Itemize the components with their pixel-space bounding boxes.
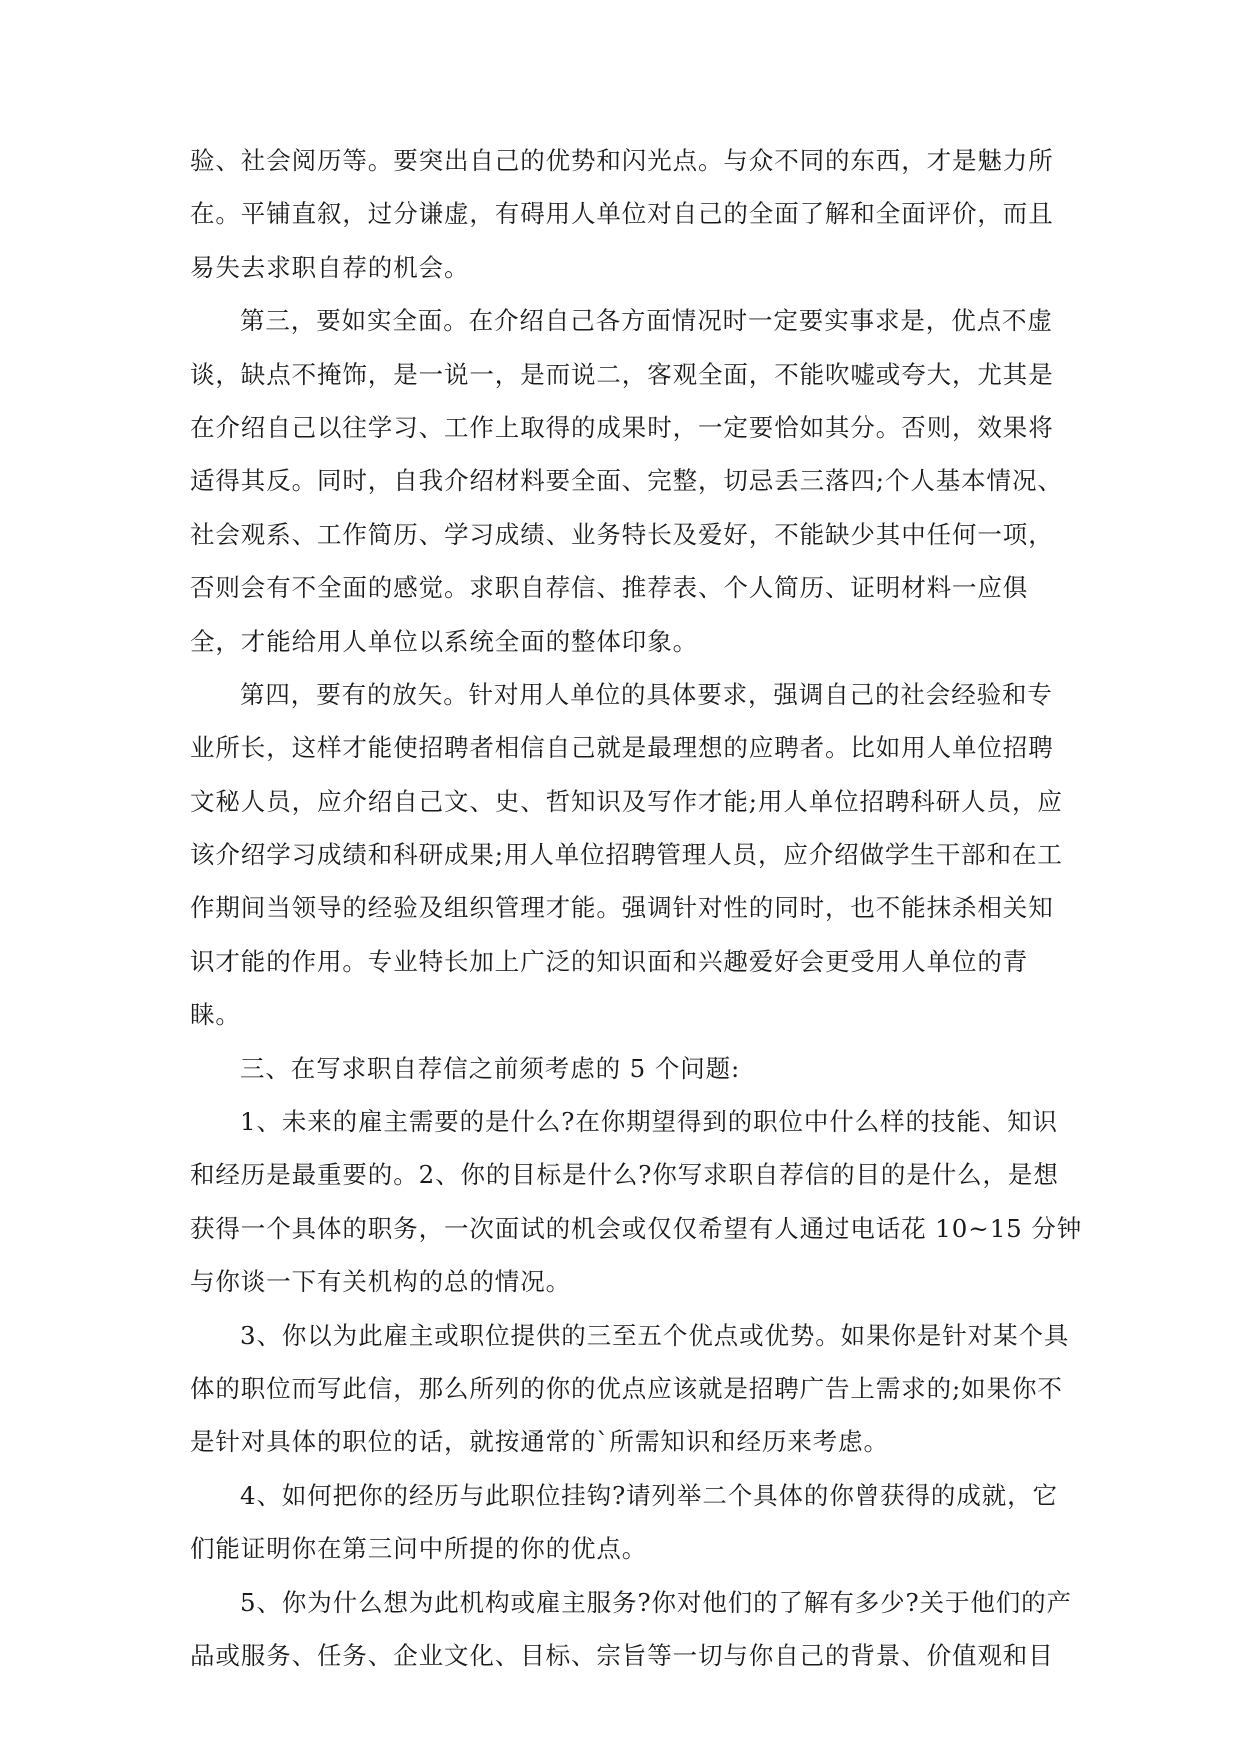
text-line: 谈，缺点不掩饰，是一说一，是而说二，客观全面，不能吹嘘或夸大，尤其是 (190, 359, 1054, 389)
text-line: 获得一个具体的职务，一次面试的机会或仅仅希望有人通过电话花 10~15 分钟 (190, 1213, 1083, 1243)
text-line: 3、你以为此雇主或职位提供的三至五个优点或优势。如果你是针对某个具 (240, 1320, 1070, 1350)
text-line: 否则会有不全面的感觉。求职自荐信、推荐表、个人简历、证明材料一应俱 (190, 573, 1029, 603)
paragraph-1 (190, 134, 1054, 294)
text-line: 全，才能给用人单位以系统全面的整体印象。 (190, 626, 698, 656)
document-page (190, 134, 1083, 1682)
text-line: 5、你为什么想为此机构或雇主服务?你对他们的了解有多少?关于他们的产 (240, 1587, 1072, 1617)
text-line: 在介绍自己以往学习、工作上取得的成果时，一定要恰如其分。否则，效果将 (190, 412, 1054, 442)
text-line: 体的职位而写此信，那么所列的你的优点应该就是招聘广告上需求的;如果你不 (190, 1373, 1063, 1403)
text-line: 作期间当领导的经验及组织管理才能。强调针对性的同时，也不能抹杀相关知 (190, 893, 1054, 923)
text-line: 该介绍学习成绩和科研成果;用人单位招聘管理人员，应介绍做学生干部和在工 (190, 840, 1063, 870)
paragraph-question-4 (190, 1469, 1058, 1576)
text-line: 4、如何把你的经历与此职位挂钩?请列举二个具体的你曾获得的成就，它 (240, 1480, 1058, 1510)
section-heading-five-questions (190, 1042, 1050, 1095)
paragraph-question-3 (190, 1309, 1070, 1469)
text-line: 第三，要如实全面。在介绍自己各方面情况时一定要实事求是，优点不虚 (240, 306, 1053, 336)
text-line: 业所长，这样才能使招聘者相信自己就是最理想的应聘者。比如用人单位招聘 (190, 733, 1054, 763)
text-line: 三、在写求职自荐信之前须考虑的 5 个问题: (240, 1053, 741, 1083)
text-line: 睐。 (190, 1000, 241, 1030)
text-line: 1、未来的雇主需要的是什么?在你期望得到的职位中什么样的技能、知识 (240, 1107, 1058, 1137)
paragraph-fourth-point (190, 668, 1063, 1042)
text-line: 与你谈一下有关机构的总的情况。 (190, 1267, 571, 1297)
text-line: 验、社会阅历等。要突出自己的优势和闪光点。与众不同的东西，才是魅力所 (190, 146, 1054, 175)
text-line: 文秘人员，应介绍自己文、史、哲知识及写作才能;用人单位招聘科研人员，应 (190, 786, 1063, 816)
paragraph-third-point (190, 294, 1063, 668)
text-line: 在。平铺直叙，过分谦虚，有碍用人单位对自己的全面了解和全面评价，而且 (190, 199, 1054, 229)
paragraph-question-1-2 (190, 1095, 1083, 1309)
text-line: 是针对具体的职位的话，就按通常的`所需知识和经历来考虑。 (190, 1427, 889, 1457)
text-line: 第四，要有的放矢。针对用人单位的具体要求，强调自己的社会经验和专 (240, 679, 1053, 709)
text-line: 易失去求职自荐的机会。 (190, 252, 470, 282)
text-line: 品或服务、任务、企业文化、目标、宗旨等一切与你自己的背景、价值观和目 (190, 1640, 1054, 1670)
text-line: 识才能的作用。专业特长加上广泛的知识面和兴趣爱好会更受用人单位的青 (190, 946, 1029, 976)
text-line: 们能证明你在第三问中所提的你的优点。 (190, 1534, 648, 1564)
text-line: 适得其反。同时，自我介绍材料要全面、完整，切忌丢三落四;个人基本情况、 (190, 466, 1063, 496)
text-line: 和经历是最重要的。2、你的目标是什么?你写求职自荐信的目的是什么，是想 (190, 1160, 1059, 1190)
text-line: 社会观系、工作简历、学习成绩、业务特长及爱好，不能缺少其中任何一项， (190, 519, 1054, 549)
paragraph-question-5 (190, 1576, 1072, 1683)
